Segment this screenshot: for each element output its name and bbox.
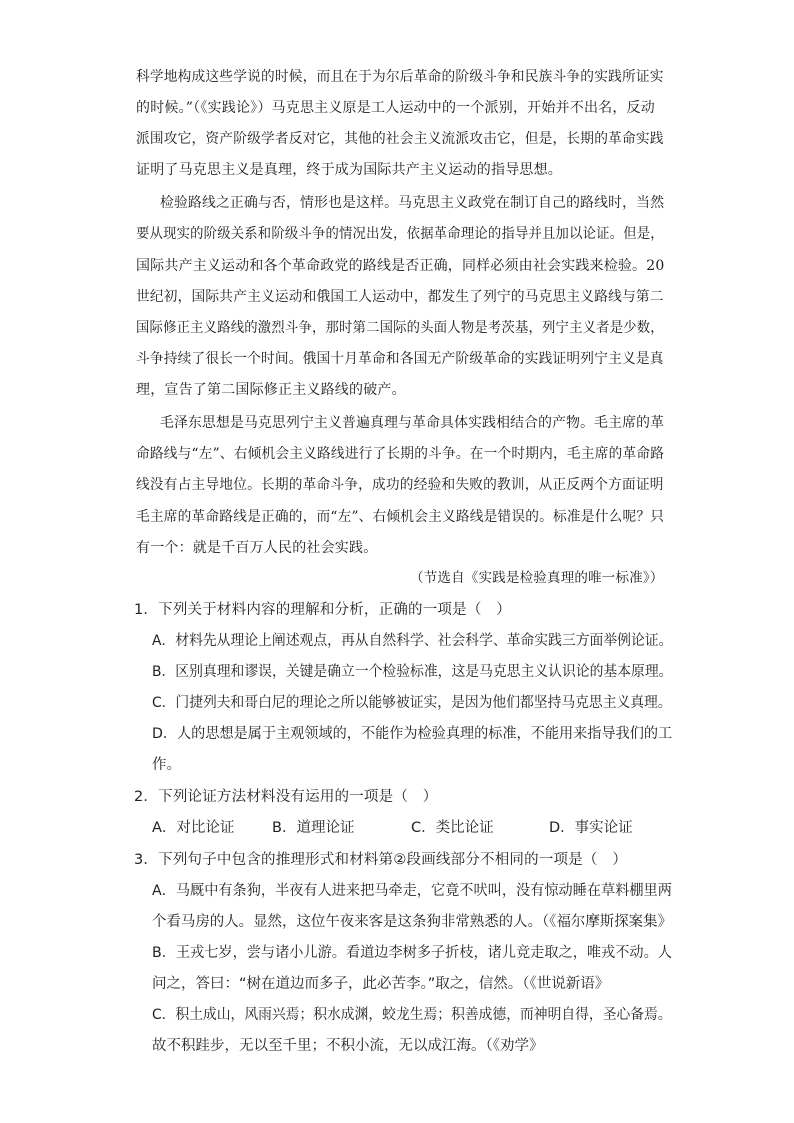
passage-line: 证明了马克思主义是真理，终于成为国际共产主义运动的指导思想。 — [136, 162, 562, 178]
passage-source: （节选自《实践是检验真理的唯一标准》） — [410, 570, 664, 586]
question-3-stem: 3．下列句子中包含的推理形式和材料第②段画线部分不相同的一项是（ ） — [134, 852, 628, 868]
question-2-option-c[interactable]: C．类比论证 — [411, 820, 494, 836]
question-1-option-d[interactable]: D．人的思想是属于主观领域的，不能作为检验真理的标准，不能用来指导我们的工 — [152, 726, 673, 742]
passage-line: 国际共产主义运动和各个革命政党的路线是否正确，同样必须由社会实践来检验。20 — [136, 258, 665, 274]
question-3-option-a-cont: 个看马房的人。显然，这位午夜来客是这条狗非常熟悉的人。（《福尔摩斯探案集》 — [152, 914, 673, 930]
question-1-option-b[interactable]: B．区别真理和谬误，关键是确立一个检验标准，这是马克思主义认识论的基本原理。 — [152, 664, 673, 680]
question-2-stem: 2．下列论证方法材料没有运用的一项是（ ） — [134, 789, 438, 805]
passage-line: 科学地构成这些学说的时候，而且在于为尔后革命的阶级斗争和民族斗争的实践所证实 — [136, 69, 664, 85]
passage-line: 检验路线之正确与否，情形也是这样。马克思主义政党在制订自己的路线时，当然 — [160, 195, 665, 211]
question-3-option-b[interactable]: B．王戎七岁，尝与诸小儿游。看道边李树多子折枝，诸儿竞走取之，唯戎不动。人 — [152, 945, 672, 961]
question-1-option-c[interactable]: C．门捷列夫和哥白尼的理论之所以能够被证实，是因为他们都坚持马克思主义真理。 — [152, 695, 672, 711]
passage-line: 要从现实的阶级关系和阶级斗争的情况出发，依据革命理论的指导并且加以论证。但是， — [136, 226, 664, 242]
question-1-stem: 1．下列关于材料内容的理解和分析，正确的一项是（ ） — [134, 602, 511, 618]
question-3-option-b-cont: 问之，答曰：“树在道边而多子，此必苦李。”取之，信然。（《世说新语》 — [152, 976, 610, 992]
passage-line: 有一个：就是千百万人民的社会实践。 — [136, 540, 378, 556]
passage-line: 线没有占主导地位。长期的革命斗争，成功的经验和失败的教训，从正反两个方面证明 — [136, 477, 664, 493]
passage-line: 斗争持续了很长一个时间。俄国十月革命和各国无产阶级革命的实践证明列宁主义是真 — [136, 351, 664, 367]
question-1-option-a[interactable]: A．材料先从理论上阐述观点，再从自然科学、社会科学、革命实践三方面举例论证。 — [152, 633, 673, 649]
passage-line: 毛泽东思想是马克思列宁主义普遍真理与革命具体实践相结合的产物。毛主席的革 — [160, 415, 665, 431]
passage-line: 毛主席的革命路线是正确的，而“左”、右倾机会主义路线是错误的。标准是什么呢？只 — [136, 509, 665, 525]
question-2-option-b[interactable]: B．道理论证 — [272, 820, 355, 836]
question-2-option-a[interactable]: A．对比论证 — [152, 820, 235, 836]
question-1-option-d-cont: 作。 — [152, 757, 181, 773]
passage-line: 命路线与“左”、右倾机会主义路线进行了长期的斗争。在一个时期内，毛主席的革命路 — [136, 446, 665, 462]
passage-line: 理，宣告了第二国际修正主义路线的破产。 — [136, 382, 406, 398]
passage-line: 国际修正主义路线的激烈斗争，那时第二国际的头面人物是考茨基，列宁主义者是少数， — [136, 320, 664, 336]
passage-line: 派围攻它，资产阶级学者反对它，其他的社会主义流派攻击它，但是，长期的革命实践 — [136, 131, 664, 147]
passage-line: 的时候。”（《实践论》）马克思主义原是工人运动中的一个派别，开始并不出名，反动 — [136, 100, 655, 116]
question-2-option-d[interactable]: D．事实论证 — [549, 820, 633, 836]
question-3-option-c-cont: 故不积跬步，无以至千里；不积小流，无以成江海。（《劝学》 — [152, 1038, 544, 1054]
question-3-option-a[interactable]: A．马厩中有条狗，半夜有人进来把马牵走，它竟不吠叫，没有惊动睡在草料棚里两 — [152, 883, 672, 899]
question-3-option-c[interactable]: C．积土成山，风雨兴焉；积水成渊，蛟龙生焉；积善成德，而神明自得，圣心备焉。 — [152, 1007, 672, 1023]
passage-line: 世纪初，国际共产主义运动和俄国工人运动中，都发生了列宁的马克思主义路线与第二 — [136, 289, 664, 305]
